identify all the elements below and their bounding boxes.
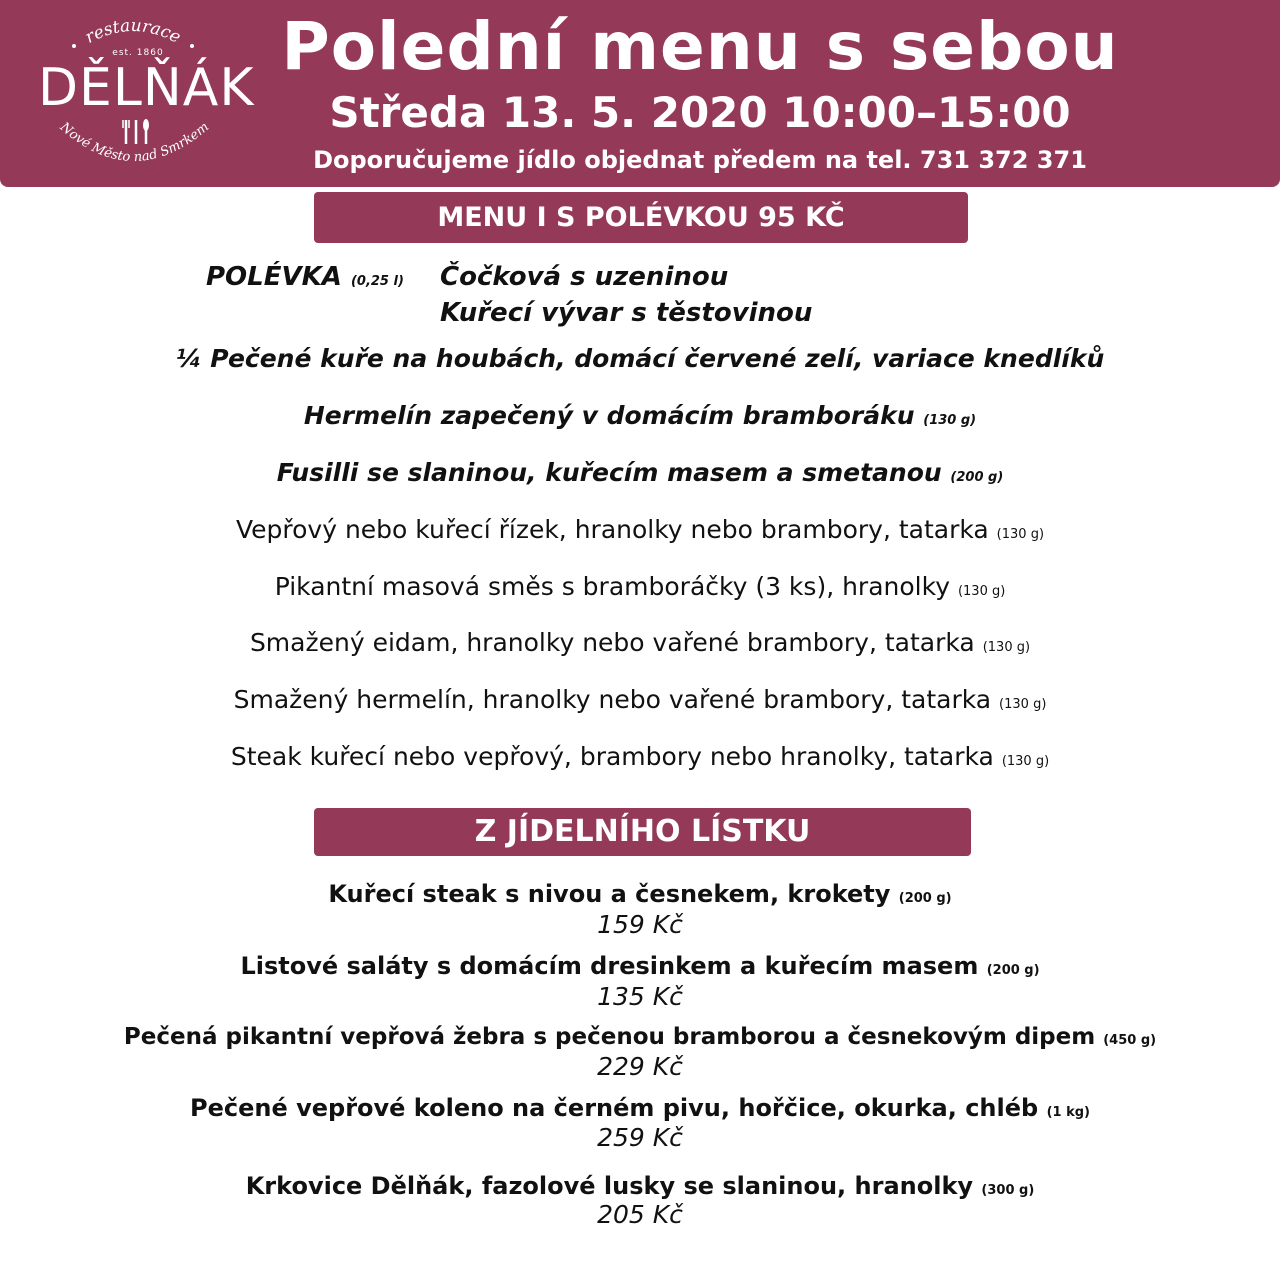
menu1-heading: MENU I S POLÉVKOU 95 KČ [314,192,968,243]
item-name: Pikantní masová směs s bramboráčky (3 ks), hranolky [274,572,950,601]
soup-label-text: POLÉVKA [206,262,342,292]
item-weight: (130 g) [999,697,1047,712]
soup-item: Čočková s uzeninou [440,262,729,292]
item-weight: (200 g) [986,963,1040,978]
menu2-item [0,952,1280,980]
item-name: ¼ Pečené kuře na houbách, domácí červené zelí, variace knedlíků [175,344,1105,373]
item-name: Pečená pikantní vepřová žebra s pečenou bramborou a česnekovým dipem [123,1024,1096,1050]
item-name: Steak kuřecí nebo vepřový, brambory nebo hranolky, tatarka [230,742,994,771]
item-name: Smažený eidam, hranolky nebo vařené brambory, tatarka [249,628,975,657]
menu1-item [0,458,1280,487]
menu2-item [0,1024,1280,1050]
item-name: Smažený hermelín, hranolky nebo vařené brambory, tatarka [233,685,992,714]
menu1-item [0,628,1280,657]
soup-label [206,262,404,292]
item-weight: (200 g) [950,470,1004,485]
item-name: Vepřový nebo kuřecí řízek, hranolky nebo brambory, tatarka [235,515,989,544]
item-weight: (130 g) [923,413,977,428]
menu1-item [0,685,1280,714]
header-banner [0,0,1280,187]
menu1-item [0,515,1280,544]
item-weight: (130 g) [996,527,1045,542]
item-price: 259 Kč [597,1123,683,1152]
svg-text:restaurace: restaurace [82,15,184,48]
phone-note: Doporučujeme jídlo objednat předem na tel. 731 372 371 [313,146,1087,174]
soup-item: Kuřecí vývar s těstovinou [440,298,813,328]
logo-name: DĚLŇÁK [38,58,255,118]
item-name: Krkovice Dělňák, fazolové lusky se slaninou, hranolky [245,1172,974,1200]
svg-text:Nové Město nad Smrkem: Nové Město nad Smrkem [56,119,213,166]
page-title: Polední menu s sebou [281,8,1119,85]
item-weight: (1 kg) [1046,1105,1090,1120]
item-weight: (200 g) [898,891,952,906]
menu1-item [0,572,1280,601]
item-name: Kuřecí steak s nivou a česnekem, krokety [328,880,891,908]
menu2-item [0,1172,1280,1200]
item-weight: (450 g) [1103,1033,1157,1048]
menu1-item [0,742,1280,771]
menu1-item [0,344,1280,373]
item-weight: (130 g) [1001,754,1050,769]
logo-est: est. 1860 [112,48,164,58]
item-price: 135 Kč [597,982,683,1011]
item-weight: (130 g) [957,584,1006,599]
item-weight: (300 g) [981,1183,1035,1198]
item-name: Hermelín zapečený v domácím bramboráku [303,401,915,430]
item-price: 205 Kč [597,1200,683,1229]
logo-bottom-text [38,111,228,181]
menu2-heading: Z JÍDELNÍHO LÍSTKU [314,808,971,856]
menu1-item [0,401,1280,430]
item-name: Fusilli se slaninou, kuřecím masem a smetanou [276,458,942,487]
item-price: 229 Kč [597,1052,683,1081]
restaurant-logo [38,6,255,182]
item-name: Listové saláty s domácím dresinkem a kuřecím masem [240,952,979,980]
date-time: Středa 13. 5. 2020 10:00–15:00 [329,88,1071,137]
item-price: 159 Kč [597,910,683,939]
menu2-item [0,880,1280,908]
soup-note: (0,25 l) [350,274,404,289]
item-weight: (130 g) [982,640,1031,655]
menu2-item [0,1094,1280,1122]
item-name: Pečené vepřové koleno na černém pivu, hořčice, okurka, chléb [190,1094,1039,1122]
